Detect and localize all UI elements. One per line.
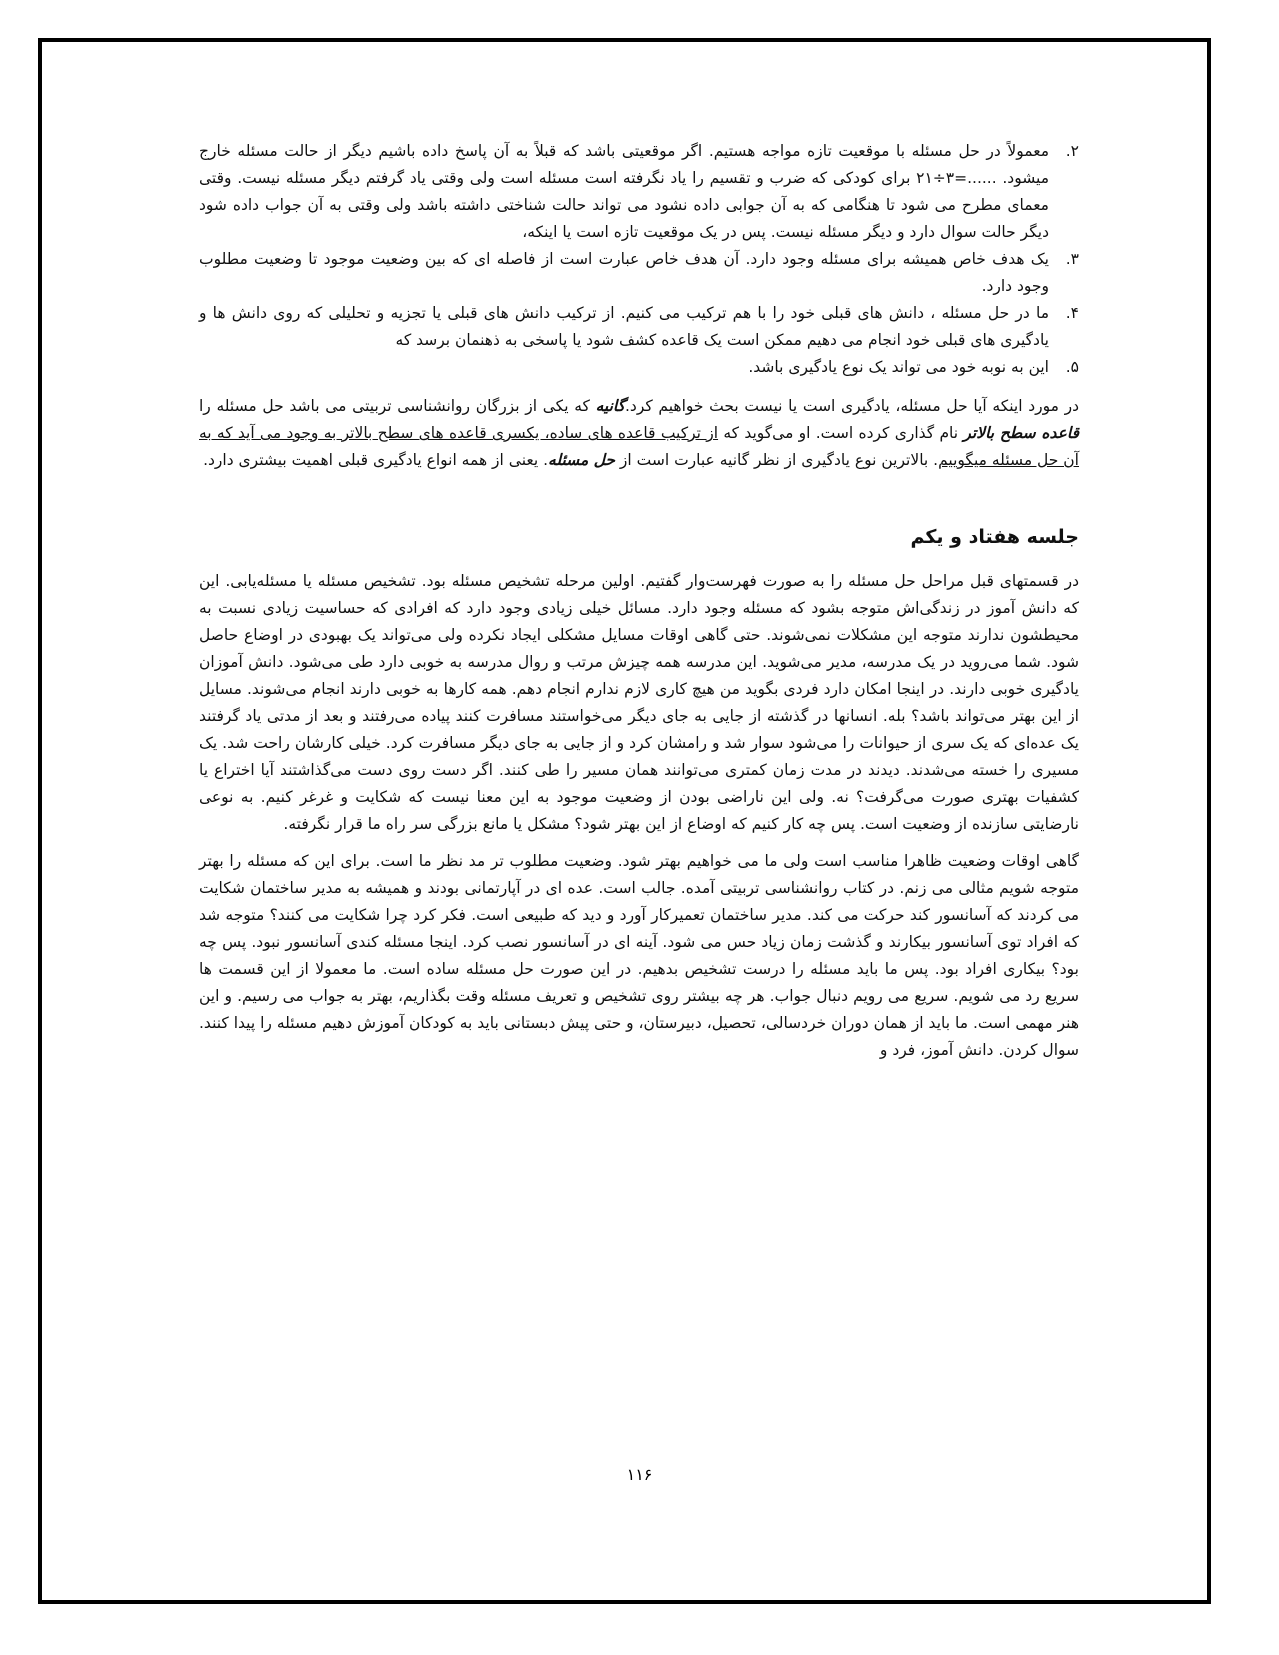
list-number: ۳. [1065, 250, 1079, 268]
list-item [199, 246, 1079, 300]
text-run: در مورد اینکه آیا حل مسئله، یادگیری است یا نیست بحث خواهیم کرد. [624, 397, 1080, 415]
list-item-text: ما در حل مسئله ، دانش های قبلی خود را با هم ترکیب می کنیم. از ترکیب دانش های قبلی یا تجزیه و تحلیلی که روی دانش ها و یادگیری های قبلی خود انجام می دهیم ممکن است یک قاعده کشف شود یا پاسخی به ذهنمان برسد که [199, 304, 1049, 349]
list-item [199, 300, 1079, 354]
text-run: . یعنی از همه انواع یادگیری قبلی اهمیت بیشتری دارد. [203, 451, 549, 469]
list-number: ۵. [1065, 358, 1079, 376]
emphasis-gagne: گانیه [595, 397, 625, 415]
body-paragraph: گاهی اوقات وضعیت ظاهرا مناسب است ولی ما می خواهیم بهتر شود. وضعیت مطلوب تر مد نظر ما است. برای این که مسئله را بهتر متوجه شویم مثالی می زنم. در کتاب روانشناسی تربیتی آمده. جالب است. عده ای در آپارتمانی بودند و همیشه به مدیر ساختمان شکایت می کردند که آسانسور کند حرکت می کند. مدیر ساختمان تعمیرکار آورد و دید که طبیعی است. فکر کرد چرا شکایت می کنند؟ متوجه شد که افراد توی آسانسور بیکارند و گذشت زمان زیاد حس می شود. آینه ای در آسانسور نصب کرد. اینجا مسئله کندی آسانسور نبود. پس چه بود؟ بیکاری افراد بود. پس ما باید مسئله را درست تشخیص بدهیم. در این صورت حل مسئله ساده است. ما معمولا از این قسمت ها سریع رد می شویم. سریع می رویم دنبال جواب. هر چه بیشتر روی تشخیص و تعریف مسئله وقت بگذاریم، بهتر به جواب می رسیم. و این هنر مهمی است. ما باید از همان دوران خردسالی، تحصیل، دبیرستان، و حتی پیش دبستانی باید به کودکان آموزش دهیم مسئله را پیدا کنند. سوال کردن. دانش آموز، فرد و [199, 852, 1079, 1059]
document-body [199, 138, 1079, 1074]
list-item [199, 354, 1079, 381]
list-item-text: یک هدف خاص همیشه برای مسئله وجود دارد. آن هدف خاص عبارت است از فاصله ای که بین وضعیت موجود تا وضعیت مطلوب وجود دارد. [199, 250, 1049, 295]
list-item-text: معمولاً در حل مسئله با موقعیت تازه مواجه هستیم. اگر موقعیتی باشد که قبلاً به آن پاسخ داده باشیم دیگر از حالت مسئله خارج میشود. ......=۳÷۲۱ برای کودکی که ضرب و تقسیم را یاد نگرفته است مسئله است ولی وقتی یاد گرفتم دیگر مسئله نیست. وقتی معمای مطرح می شود تا هنگامی که به آن جوابی داده نشود می تواند حالت شناختی داشته باشد ولی وقتی به آن جواب داده شود دیگر حالت سوال دارد و دیگر مسئله نیست. پس در یک موقعیت تازه است یا اینکه، [199, 142, 1050, 241]
list-number: ۲. [1065, 142, 1079, 160]
gagne-paragraph [199, 393, 1079, 474]
emphasis-problem-solving: حل مسئله [548, 451, 615, 469]
list-number: ۴. [1065, 304, 1079, 322]
section-heading: جلسه هفتاد و یکم [910, 526, 1079, 548]
body-paragraph: در قسمتهای قبل مراحل حل مسئله را به صورت فهرست‌وار گفتیم. اولین مرحله تشخیص مسئله بود. تشخیص مسئله یا مسئله‌یابی. این که دانش آموز در زندگی‌اش متوجه بشود که مسئله وجود دارد. مسائل خیلی زیادی وجود دارد که افرادی که حساسیت زیادی نسبت به محیطشون ندارند متوجه این مشکلات نمی‌شوند. حتی گاهی اوقات مسایل مشکلی ایجاد نکرده ولی می‌تواند یک بهبودی در اوضاع حاصل شود. شما می‌روید در یک مدرسه، مدیر می‌شوید. این مدرسه همه چیزش مرتب و روال مدرسه به خوبی دارد طی می‌شود. دانش آموزان یادگیری خوبی دارند. در اینجا امکان دارد فردی بگوید من هیچ کاری لازم ندارم انجام دهم. همه کارها به خوبی دارند انجام می‌شوند. مسایل از این بهتر می‌تواند باشد؟ بله. انسانها در گذشته از جایی به جای دیگر می‌خواستند مسافرت کنند پیاده می‌رفتند و بعد از مدتی یاد گرفتند یک عده‌ای که یک سری از حیوانات را می‌شود سوار شد و رامشان کرد و از جایی به جای دیگر مسافرت کرد. خیلی کارشان راحت شد. یک مسیری را خسته می‌شدند. دیدند در مدت زمان کمتری می‌توانند همان مسیر را طی کنند. اگر دست روی دست می‌گذاشتند آیا اختراع یا کشفیات بهتری صورت می‌گرفت؟ نه. ولی این ناراضی بودن از وضعیت موجود به این معنا نیست که شکایت و غرغر کنیم. به نوعی نارضایتی سازنده از وضعیت است. پس چه کار کنیم که اوضاع از این بهتر شود؟ مشکل یا مانع بزرگی سر راه ما قرار نگرفته. [199, 572, 1079, 833]
numbered-list [199, 138, 1079, 381]
text-run: که یکی از بزرگان روانشناسی تربیتی می باشد حل مسئله را [199, 397, 596, 415]
list-item [199, 138, 1079, 246]
text-run: . بالاترین نوع یادگیری از نظر گانیه عبارت است از [614, 451, 939, 469]
page-number: ۱۱۶ [626, 1465, 653, 1484]
underlined-text: از ترکیب قاعده های ساده، یکسری قاعده های سطح بالاتر به وجود می آید که به آن حل مسئله میگوییم [199, 424, 1079, 469]
text-run: نام گذاری کرده است. او می‌گوید که [718, 424, 964, 442]
emphasis-higher-rule: قاعده سطح بالاتر [963, 424, 1079, 442]
list-item-text: این به نوبه خود می تواند یک نوع یادگیری باشد. [748, 358, 1049, 376]
